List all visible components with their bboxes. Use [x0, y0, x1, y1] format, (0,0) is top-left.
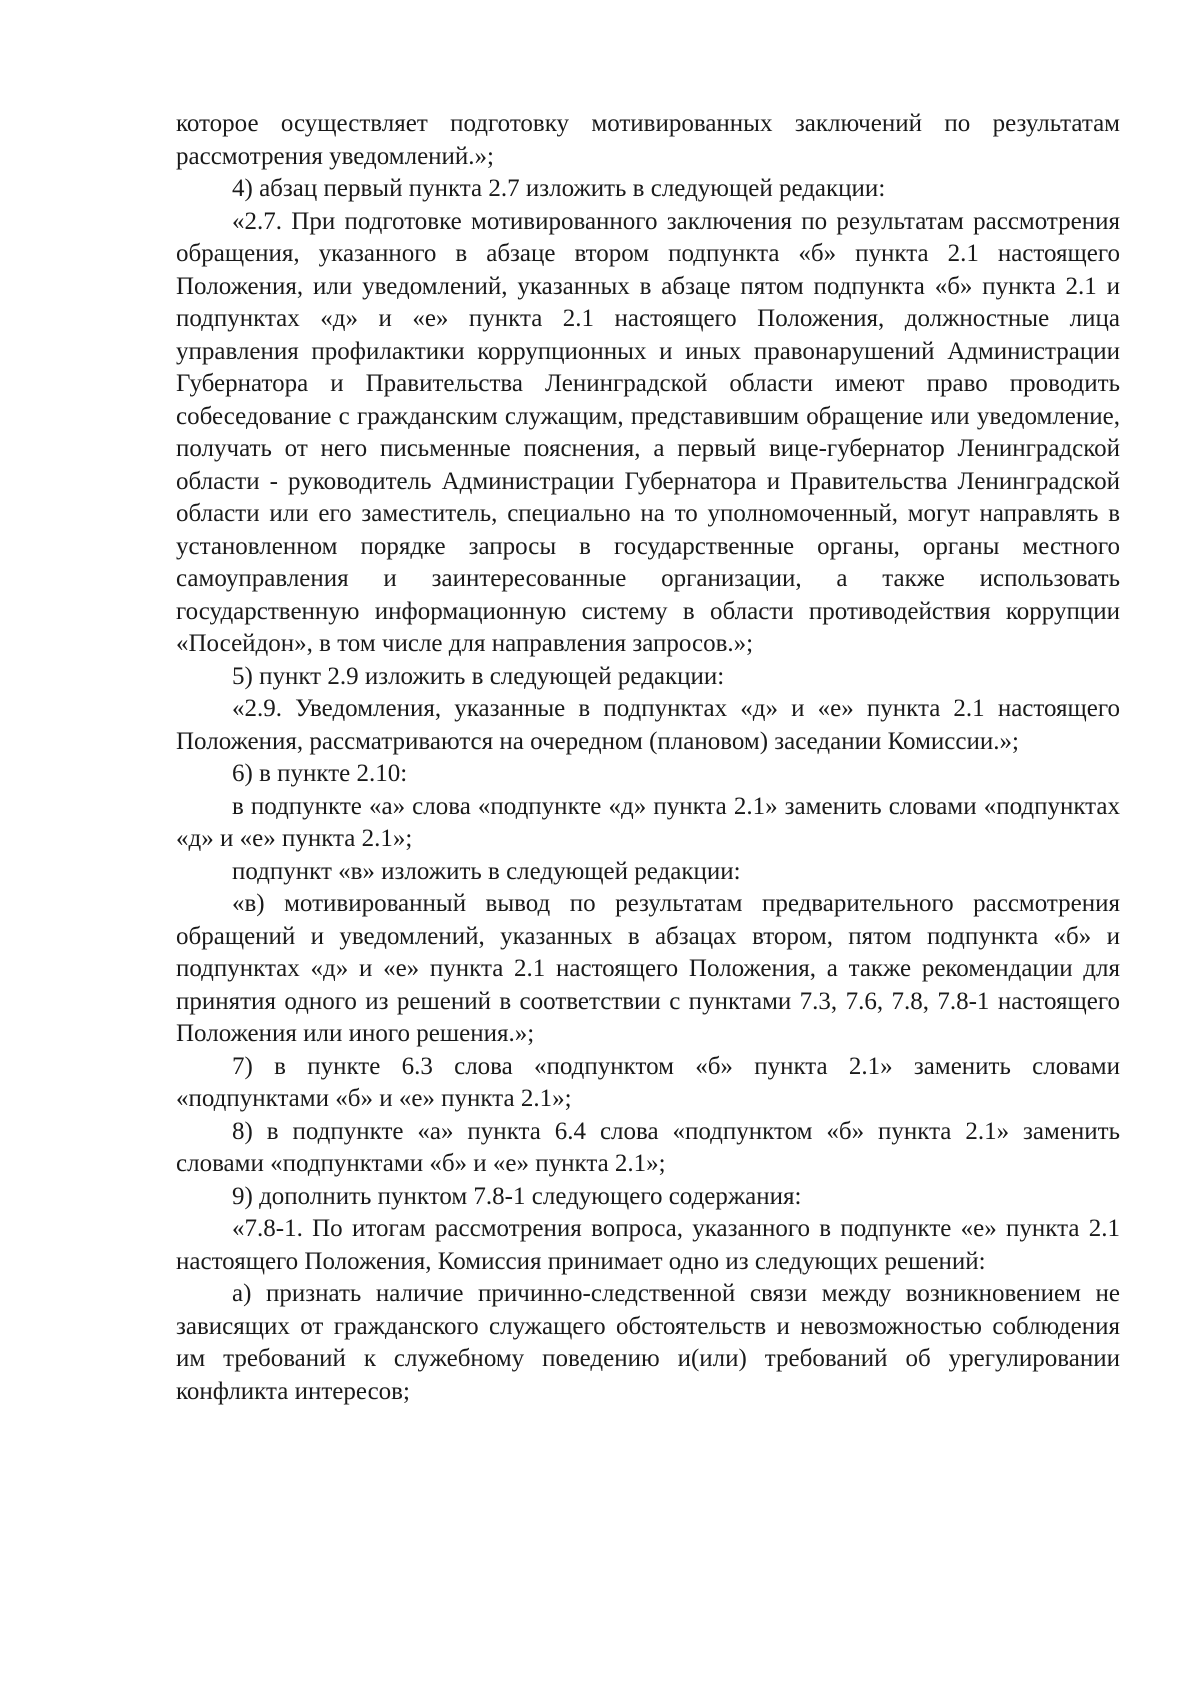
paragraph: которое осуществляет подготовку мотивированных заключений по результатам рассмотрения уведомлений.»;	[176, 110, 1120, 170]
paragraph: 8) в подпункте «а» пункта 6.4 слова «подпунктом «б» пункта 2.1» заменить словами «подпунктами «б» и «е» пункта 2.1»;	[176, 1117, 1120, 1177]
paragraph: 7) в пункте 6.3 слова «подпунктом «б» пункта 2.1» заменить словами «подпунктами «б» и «е» пункта 2.1»;	[176, 1052, 1120, 1112]
paragraph: 6) в пункте 2.10:	[232, 760, 408, 787]
paragraph: «2.9. Уведомления, указанные в подпунктах «д» и «е» пункта 2.1 настоящего Положения, рассматриваются на очередном (плановом) заседании Комиссии.»;	[176, 695, 1120, 755]
paragraph: 9) дополнить пунктом 7.8-1 следующего содержания:	[232, 1182, 802, 1210]
paragraph: в подпункте «а» слова «подпункте «д» пункта 2.1» заменить словами «подпунктах «д» и «е» пункта 2.1»;	[176, 792, 1120, 852]
paragraph: подпункт «в» изложить в следующей редакции:	[232, 857, 741, 885]
document-body	[176, 108, 1120, 1408]
paragraph: 4) абзац первый пункта 2.7 изложить в следующей редакции:	[232, 175, 886, 202]
paragraph: «в) мотивированный вывод по результатам предварительного рассмотрения обращений и уведомлений, указанных в абзацах втором, пятом подпункта «б» и подпунктах «д» и «е» пункта 2.1 настоящего Положения, а также рекомендации для принятия одного из решений в соответствии с пунктами 7.3, 7.6, 7.8, 7.8-1 настоящего Положения или иного решения.»;	[176, 890, 1120, 1047]
paragraph: 5) пункт 2.9 изложить в следующей редакции:	[232, 662, 725, 690]
paragraph: а) признать наличие причинно-следственной связи между возникновением не зависящих от гражданского служащего обстоятельств и невозможностью соблюдения им требований к служебному поведению и(или) требований об урегулировании конфликта интересов;	[176, 1280, 1120, 1405]
paragraph: «2.7. При подготовке мотивированного заключения по результатам рассмотрения обращения, указанного в абзаце втором подпункта «б» пункта 2.1 настоящего Положения, или уведомлений, указанных в абзаце пятом подпункта «б» пункта 2.1 и подпунктах «д» и «е» пункта 2.1 настоящего Положения, должностные лица управления профилактики коррупционных и иных правонарушений Администрации Губернатора и Правительства Ленинградской области имеют право проводить собеседование с гражданским служащим, представившим обращение или уведомление, получать от него письменные пояснения, а первый вице-губернатор Ленинградской области - руководитель Администрации Губернатора и Правительства Ленинградской области или его заместитель, специально на то уполномоченный, могут направлять в установленном порядке запросы в государственные органы, органы местного самоуправления и заинтересованные организации, а также использовать государственную информационную систему в области противодействия коррупции «Посейдон», в том числе для направления запросов.»;	[176, 207, 1120, 657]
paragraph: «7.8-1. По итогам рассмотрения вопроса, указанного в подпункте «е» пункта 2.1 настоящего Положения, Комиссия принимает одно из следующих решений:	[176, 1215, 1120, 1275]
